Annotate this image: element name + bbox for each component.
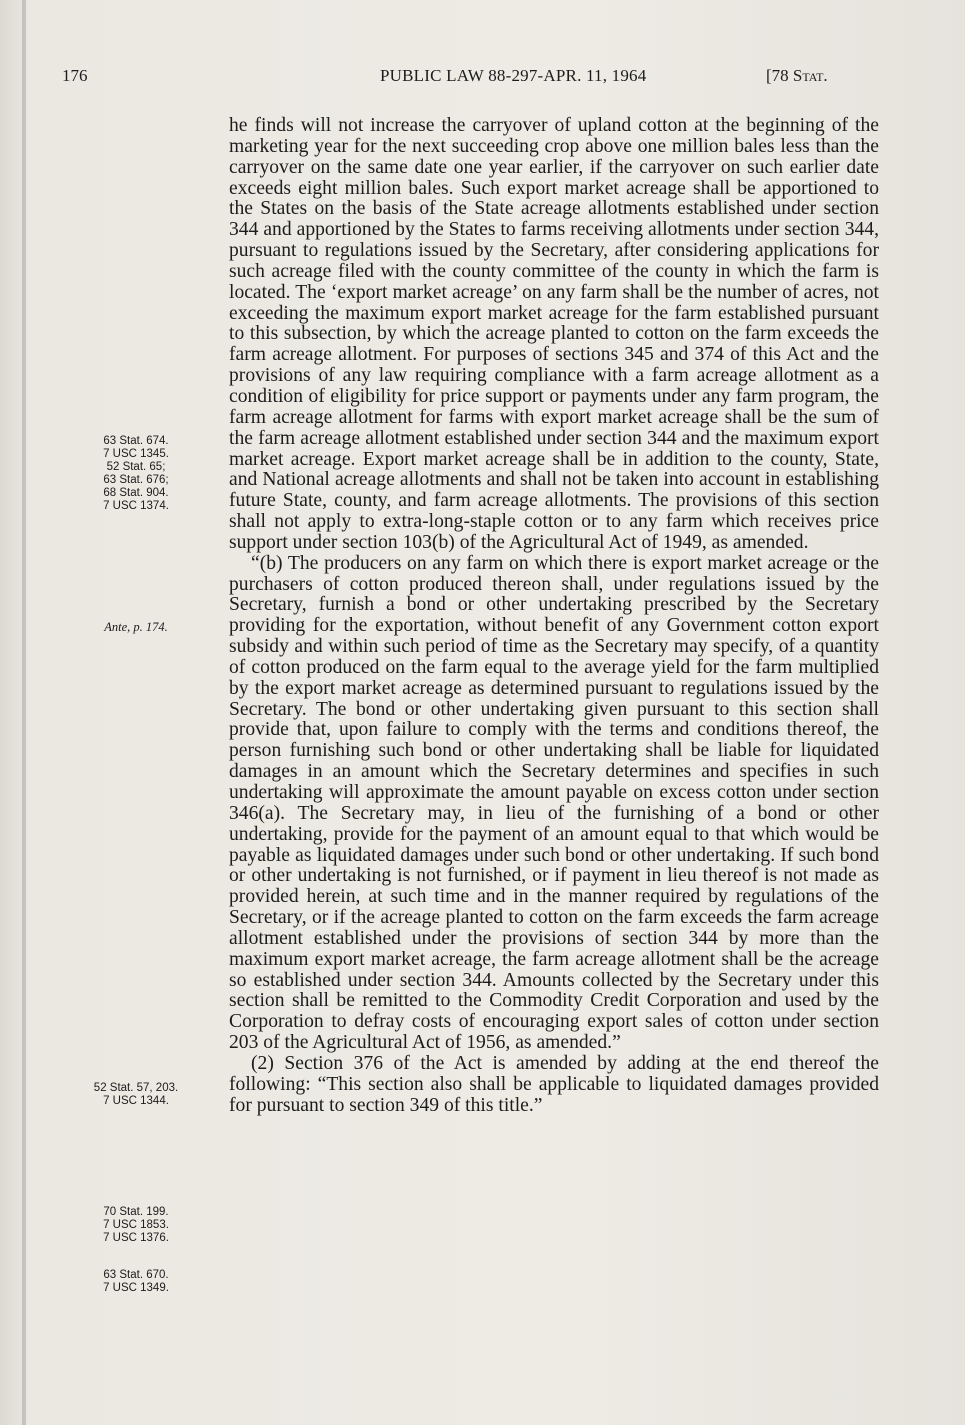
- volume-suffix: Stat.: [792, 66, 828, 85]
- margin-note-line: 7 USC 1374.: [103, 499, 169, 512]
- margin-note: [56, 435, 216, 512]
- margin-note-line: 52 Stat. 57, 203.: [93, 1082, 179, 1094]
- margin-note-line: 7 USC 1376.: [103, 1231, 169, 1244]
- margin-note-line: 52 Stat. 65;: [106, 460, 166, 473]
- volume-prefix: [78: [766, 66, 793, 85]
- margin-note-line: 7 USC 1853.: [103, 1218, 169, 1231]
- body-text: [229, 116, 879, 1117]
- paragraph-continuation: he finds will not increase the carryover of upland cotton at the beginning of the marketing year for the next succeeding crop above one million bales less than the carryover on the same date one year earlier, if the carryover on such earlier date exceeds eight million bales. Such export market acreage shall be apportioned to the States on the basis of the State acreage allotments established under section 344 and apportioned by the States to farms receiving allotments under section 344, pursuant to regulations issued by the Secretary, after considering applications for such acreage filed with the county committee of the county in which the farm is located. The ‘export market acreage’ on any farm shall be the number of acres, not exceeding the maximum export market acreage for the farm established pursuant to this subsection, by which the acreage planted to cotton on the farm exceeds the farm acreage allotment. For purposes of sections 345 and 374 of this Act and the provisions of any law requiring compliance with a farm acreage allotment as a condition of eligibility for price support or payments under any farm program, the farm acreage allotment for farms with export market acreage shall be the sum of the farm acreage allotment established under section 344 and the maximum export market acreage. Export market acreage shall be in addition to the county, State, and National acreage allotments and shall not be taken into account in establishing future State, county, and farm acreage allotments. The provisions of this section shall not apply to extra-long-staple cotton or to any farm which receives price support under section 103(b) of the Agricultural Act of 1949, as amended.: [229, 115, 879, 553]
- running-title: PUBLIC LAW 88-297-APR. 11, 1964: [380, 66, 647, 85]
- margin-note-line: 7 USC 1344.: [103, 1094, 169, 1107]
- margin-note-line: 63 Stat. 676;: [103, 473, 169, 486]
- margin-note: [56, 621, 216, 634]
- margin-note-line: 63 Stat. 670.: [103, 1269, 169, 1281]
- margin-note-line: Ante, p. 174.: [104, 620, 168, 634]
- margin-note-line: 7 USC 1345.: [103, 447, 169, 460]
- paragraph-subsection-b: “(b) The producers on any farm on which there is export market acreage or the purchasers of cotton produced thereon shall, under regulations issued by the Secretary, furnish a bond or other undertaking prescribed by the Secretary providing for the exportation, without benefit of any Government cotton export subsidy and within such period of time as the Secretary may specify, of a quantity of cotton produced on the farm equal to the average yield for the farm multiplied by the export market acreage as determined pursuant to regulations issued by the Secretary. The bond or other undertaking given pursuant to this section shall provide that, upon failure to comply with the terms and conditions thereof, the person furnishing such bond or other undertaking shall be liable for liquidated damages in an amount which the Secretary determines and specifies in such undertaking will approximate the amount payable on excess cotton under section 346(a). The Secretary may, in lieu of the furnishing of a bond or other undertaking, provide for the payment of an amount equal to that which would be payable as liquidated damages under such bond or other undertaking. If such bond or other undertaking is not furnished, or if payment in lieu thereof is not made as provided herein, at such time and in the manner required by regulations of the Secretary, or if the acreage planted to cotton on the farm exceeds the farm acreage allotment established under the provisions of section 344 by more than the maximum export market acreage, the farm acreage allotment shall be the acreage so established under section 344. Amounts collected by the Secretary under this section shall be remitted to the Commodity Credit Corporation and used by the Corporation to defray costs of encouraging export sales of cotton under section 203 of the Agricultural Act of 1956, as amended.”: [229, 552, 879, 1054]
- margin-note-line: 63 Stat. 674.: [103, 435, 169, 447]
- page-number: 176: [62, 66, 88, 85]
- paragraph-section-2: (2) Section 376 of the Act is amended by adding at the end thereof the following: “This section also shall be applicable to liquidated damages provided for pursuant to section 349 of this title.”: [229, 1052, 879, 1116]
- volume-reference: [766, 66, 828, 86]
- margin-notes: [0, 0, 222, 1425]
- margin-note-line: 70 Stat. 199.: [103, 1206, 169, 1218]
- margin-note: [56, 1082, 216, 1108]
- margin-note: [56, 1206, 216, 1245]
- margin-note: [56, 1269, 216, 1295]
- margin-note-line: 7 USC 1349.: [103, 1281, 169, 1294]
- margin-note-line: 68 Stat. 904.: [103, 486, 169, 499]
